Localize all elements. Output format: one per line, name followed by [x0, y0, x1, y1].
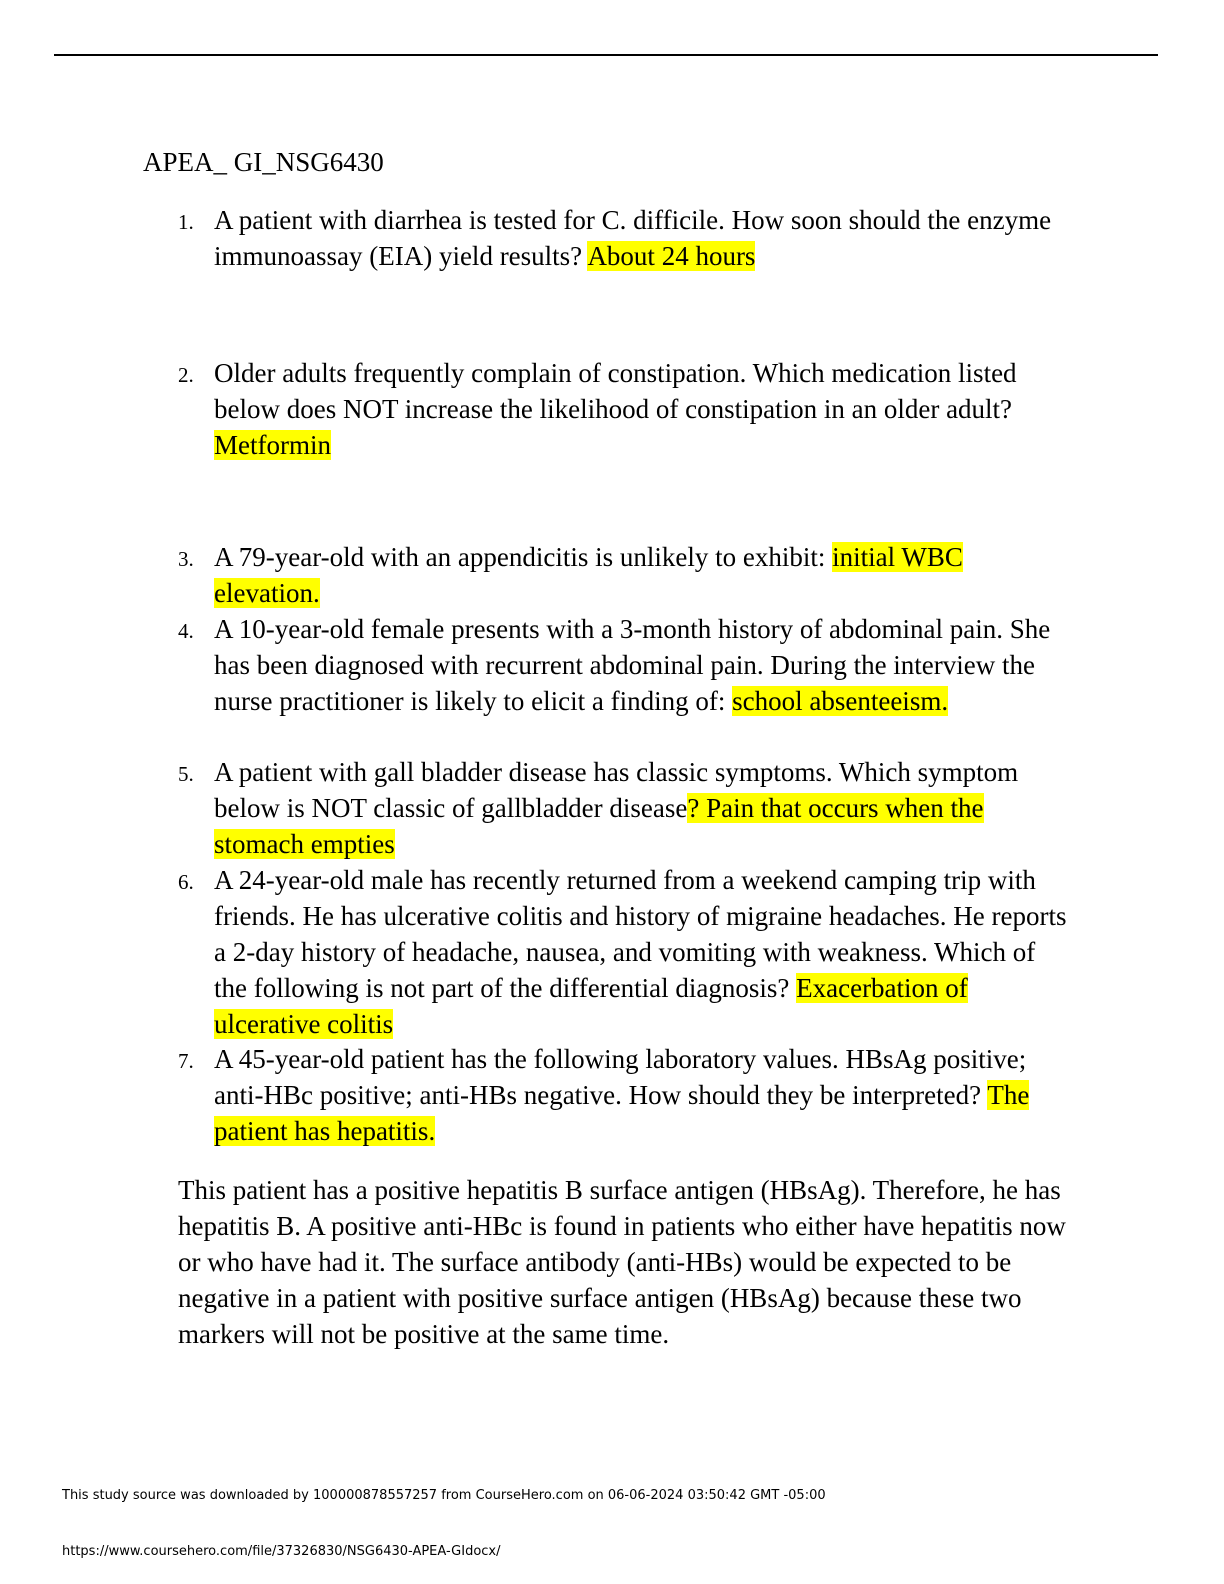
question-prompt: A 45-year-old patient has the following laboratory values. HBsAg positive; anti-HBc positive; anti-HBs negative. How should they be interpreted? [214, 1044, 1027, 1110]
answer-highlight: initial WBC elevation. [214, 542, 963, 608]
footer-url-link[interactable]: https://www.coursehero.com/file/37326830/NSG6430-APEA-GIdocx/ [62, 1544, 501, 1559]
question-text [214, 862, 1074, 1042]
question-prompt: A 10-year-old female presents with a 3-month history of abdominal pain. She has been diagnosed with recurrent abdominal pain. During the interview the nurse practitioner is likely to elicit a finding of: [214, 614, 1051, 716]
top-rule [54, 54, 1158, 56]
question-number: 5. [178, 762, 194, 786]
question-text [214, 754, 1074, 862]
question-number: 1. [178, 210, 194, 234]
answer-highlight: Exacerbation of ulcerative colitis [214, 973, 968, 1039]
question-prompt: A 79-year-old with an appendicitis is unlikely to exhibit: [214, 542, 833, 572]
question-prompt: A patient with gall bladder disease has classic symptoms. Which symptom below is NOT classic of gallbladder disease [214, 757, 1019, 823]
answer-highlight: The patient has hepatitis. [214, 1080, 1030, 1146]
answer-highlight: ? Pain that occurs when the stomach empties [214, 793, 984, 859]
footer-source-notice: This study source was downloaded by 100000878557257 from CourseHero.com on 06-06-2024 03:50:42 GMT -05:00 [62, 1488, 826, 1503]
question-number: 6. [178, 870, 194, 894]
answer-highlight: Metformin [214, 430, 331, 460]
question-text [214, 1041, 1074, 1149]
question-text [214, 355, 1074, 463]
question-prompt: Older adults frequently complain of constipation. Which medication listed below does NOT increase the likelihood of constipation in an older adult? [214, 358, 1017, 424]
question-number: 7. [178, 1049, 194, 1073]
question-text [214, 202, 1074, 274]
question-text [214, 611, 1074, 719]
question-text [214, 539, 1074, 611]
answer-highlight: About 24 hours [587, 241, 756, 271]
question-number: 4. [178, 619, 194, 643]
explanation-paragraph: This patient has a positive hepatitis B surface antigen (HBsAg). Therefore, he has hepatitis B. A positive anti-HBc is found in patients who either have hepatitis now or who have had it. The surface antibody (anti-HBs) would be expected to be negative in a patient with positive surface antigen (HBsAg) because these two markers will not be positive at the same time. [178, 1175, 1066, 1349]
document-title: APEA_ GI_NSG6430 [143, 147, 384, 177]
question-prompt: A 24-year-old male has recently returned from a weekend camping trip with friends. He has ulcerative colitis and history of migraine headaches. He reports a 2-day history of headache, nausea, and vomiting with weakness. Which of the following is not part of the differential diagnosis? [214, 865, 1067, 1003]
question-number: 2. [178, 363, 194, 387]
answer-highlight: school absenteeism. [732, 686, 949, 716]
question-number: 3. [178, 547, 194, 571]
question-prompt: A patient with diarrhea is tested for C. difficile. How soon should the enzyme immunoassay (EIA) yield results? [214, 205, 1052, 271]
